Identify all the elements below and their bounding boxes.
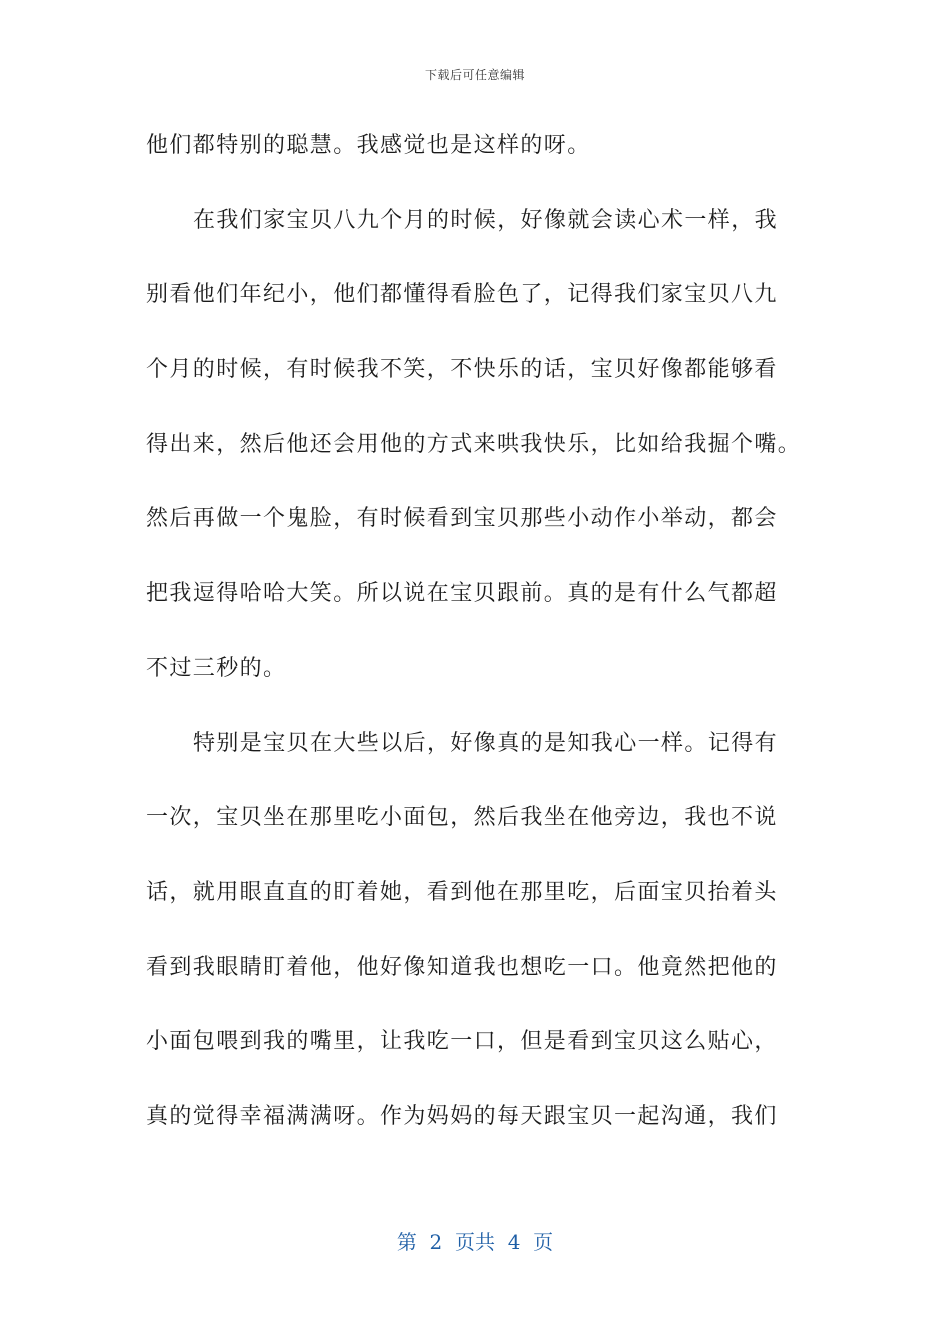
page-header: 下载后可任意编辑 xyxy=(424,68,525,82)
text-line: 别看他们年纪小，他们都懂得看脸色了，记得我们家宝贝八九 xyxy=(146,282,778,308)
text-line: 看到我眼睛盯着他，他好像知道我也想吃一口。他竟然把他的 xyxy=(146,954,778,980)
document-body xyxy=(146,128,808,1174)
page-number-footer: 第 2 页共 4 页 xyxy=(396,1230,554,1254)
text-line: 个月的时候，有时候我不笑，不快乐的话，宝贝好像都能够看 xyxy=(146,357,778,383)
text-line: 小面包喂到我的嘴里，让我吃一口，但是看到宝贝这么贴心， xyxy=(146,1029,778,1055)
text-line: 然后再做一个鬼脸，有时候看到宝贝那些小动作小举动，都会 xyxy=(146,506,778,532)
text-line: 把我逗得哈哈大笑。所以说在宝贝跟前。真的是有什么气都超 xyxy=(146,581,778,607)
text-line: 话，就用眼直直的盯着她，看到他在那里吃，后面宝贝抬着头 xyxy=(146,879,778,905)
text-line: 不过三秒的。 xyxy=(146,655,287,681)
text-line: 特别是宝贝在大些以后，好像真的是知我心一样。记得有 xyxy=(193,730,779,756)
text-line: 在我们家宝贝八九个月的时候，好像就会读心术一样，我 xyxy=(193,207,779,233)
text-line: 得出来，然后他还会用他的方式来哄我快乐，比如给我掘个嘴。 xyxy=(146,431,802,457)
text-line: 一次，宝贝坐在那里吃小面包，然后我坐在他旁边，我也不说 xyxy=(146,805,778,831)
text-line: 真的觉得幸福满满呀。作为妈妈的每天跟宝贝一起沟通，我们 xyxy=(146,1103,778,1129)
text-line: 他们都特别的聪慧。我感觉也是这样的呀。 xyxy=(146,133,591,158)
